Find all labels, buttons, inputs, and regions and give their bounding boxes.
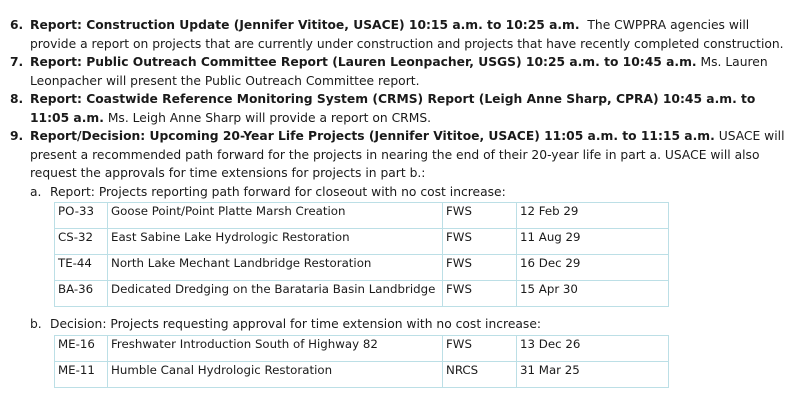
part-text: Decision: Projects requesting approval for time extension with no cost increase: — [50, 317, 542, 331]
part-b-table — [54, 335, 669, 388]
item-number: 9. — [10, 129, 24, 143]
project-agency: FWS — [443, 335, 517, 361]
item-number: 7. — [10, 55, 24, 69]
agenda-item-6 — [10, 16, 796, 53]
project-date: 16 Dec 29 — [517, 255, 669, 281]
item-number: 6. — [10, 18, 24, 32]
item-body: USACE will present a recommended path forward for the projects in nearing the end of their 20-year life in part a. USACE will also request the approvals for time extensions for projects in part b.: — [30, 129, 785, 180]
project-id: PO-33 — [55, 203, 108, 229]
agenda-item-7 — [10, 53, 796, 90]
project-date: 31 Mar 25 — [517, 361, 669, 387]
table-row — [55, 361, 669, 387]
project-name: Goose Point/Point Platte Marsh Creation — [108, 203, 443, 229]
item-number: 8. — [10, 92, 24, 106]
part-letter: b. — [30, 317, 42, 331]
part-b-heading — [30, 315, 796, 334]
project-agency: FWS — [443, 255, 517, 281]
project-name: Freshwater Introduction South of Highway 82 — [108, 335, 443, 361]
project-agency: FWS — [443, 281, 517, 307]
table-row — [55, 281, 669, 307]
part-a-table — [54, 202, 669, 307]
item-heading: Report: Coastwide Reference Monitoring System (CRMS) Report (Leigh Anne Sharp, CPRA) 10:45 a.m. to 11:05 a.m. — [30, 92, 756, 125]
table-row — [55, 335, 669, 361]
part-a-heading — [30, 183, 796, 202]
item-body: The CWPPRA agencies will provide a report on projects that are currently under construction and projects that have recently completed construction. — [30, 18, 784, 51]
item-heading: Report/Decision: Upcoming 20-Year Life Projects (Jennifer Vititoe, USACE) 11:05 a.m. to 11:15 a.m. — [30, 129, 715, 143]
project-date: 13 Dec 26 — [517, 335, 669, 361]
project-date: 11 Aug 29 — [517, 229, 669, 255]
project-agency: NRCS — [443, 361, 517, 387]
project-id: ME-16 — [55, 335, 108, 361]
project-agency: FWS — [443, 203, 517, 229]
item-heading: Report: Public Outreach Committee Report (Lauren Leonpacher, USGS) 10:25 a.m. to 10:45 a.m. — [30, 55, 697, 69]
part-text: Report: Projects reporting path forward for closeout with no cost increase: — [50, 184, 506, 199]
table-row — [55, 203, 669, 229]
project-id: CS-32 — [55, 229, 108, 255]
item-heading: Report: Construction Update (Jennifer Vititoe, USACE) 10:15 a.m. to 10:25 a.m. — [30, 18, 580, 32]
agenda-item-9 — [10, 127, 796, 183]
project-date: 15 Apr 30 — [517, 281, 669, 307]
project-name: Humble Canal Hydrologic Restoration — [108, 361, 443, 387]
project-id: BA-36 — [55, 281, 108, 307]
project-id: ME-11 — [55, 361, 108, 387]
project-date: 12 Feb 29 — [517, 203, 669, 229]
agenda — [10, 16, 796, 388]
agenda-item-8 — [10, 90, 796, 127]
part-letter: a. — [30, 184, 42, 199]
item-body: Ms. Lauren Leonpacher will present the Public Outreach Committee report. — [30, 55, 768, 88]
item-body: Ms. Leigh Anne Sharp will provide a report on CRMS. — [107, 110, 432, 125]
project-name: East Sabine Lake Hydrologic Restoration — [108, 229, 443, 255]
project-id: TE-44 — [55, 255, 108, 281]
table-row — [55, 255, 669, 281]
project-name: Dedicated Dredging on the Barataria Basin Landbridge — [108, 281, 443, 307]
table-row — [55, 229, 669, 255]
project-name: North Lake Mechant Landbridge Restoration — [108, 255, 443, 281]
project-agency: FWS — [443, 229, 517, 255]
